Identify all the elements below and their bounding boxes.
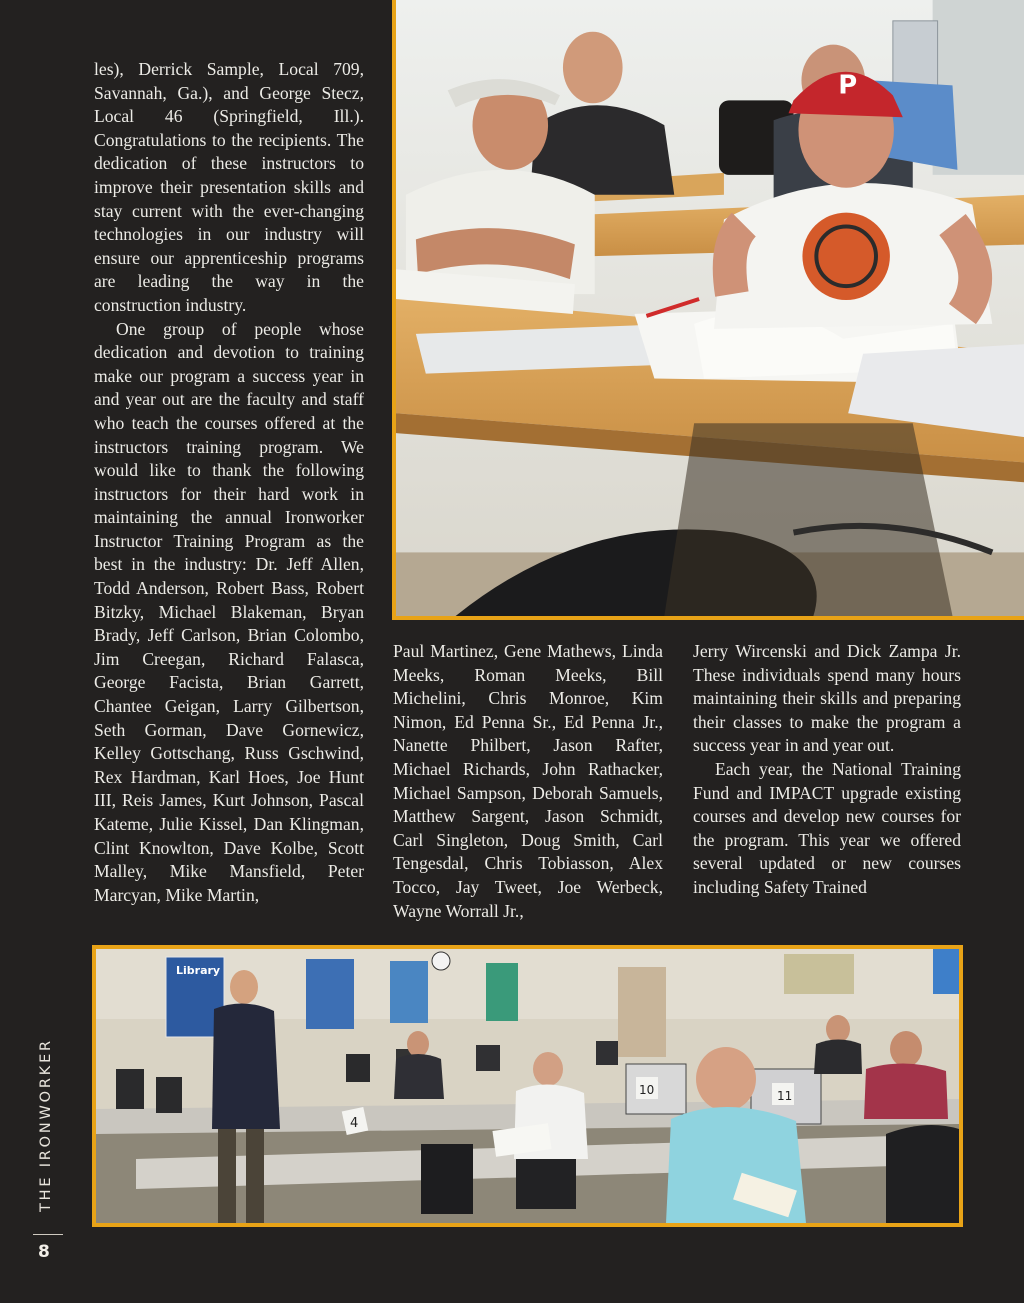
paragraph: One group of people whose dedication and devotion to training make our program a success year in and year out are the faculty and staff who teach the courses offered at the instructors training program. We would like to thank the following instructors for their hard work in maintaining the annual Ironworker Instructor Training Program as the best in the industry: Dr. Jeff Allen, Todd Anderson, Robert Bass, Robert Bitzky, Michael Blakeman, Bryan Brady, Jeff Carlson, Brian Colombo, Jim Creegan, Richard Falasca, George Facista, Brian Garrett, Chantee Geigan, Larry Gilbertson, Seth Gorman, Dave Gornewicz, Kelley Gottschang, Russ Gschwind, Rex Hardman, Karl Hoes, Joe Hunt III, Reis James, Kurt Johnson, Pascal Kateme, Julie Kissel, Dan Klingman, Clint Knowlton, Dave Kolbe, Scott Malley, Mike Mansfield, Peter Marcyan, Mike Martin, [94, 318, 364, 905]
paragraph: Each year, the National Training Fund and IMPACT upgrade existing courses and develop new courses for the program. This year we offered several updated or new courses including Safety Trained [693, 758, 961, 897]
article-column-middle [393, 640, 663, 923]
computer-lab-photo-bottom [92, 945, 963, 1227]
station-number-11: 11 [777, 1089, 793, 1103]
classroom-students-image [396, 0, 1024, 616]
station-number-10: 10 [639, 1083, 655, 1097]
article-column-right [693, 640, 961, 900]
paragraph: Paul Martinez, Gene Mathews, Linda Meeks, Roman Meeks, Bill Michelini, Chris Monroe, Kim Nimon, Ed Penna Sr., Ed Penna Jr., Nanette Philbert, Jason Rafter, Michael Richards, John Rathacker, Michael Sampson, Deborah Samuels, Matthew Sargent, Jason Schmidt, Carl Singleton, Doug Smith, Carl Tengesdal, Chris Tobiasson, Alex Tocco, Jay Tweet, Joe Werbeck, Wayne Worrall Jr., [393, 641, 663, 921]
publication-title: THE IRONWORKER [38, 1038, 54, 1212]
folio-divider [33, 1234, 63, 1235]
paragraph: les), Derrick Sample, Local 709, Savannah, Ga.), and George Stecz, Local 46 (Springfield, Ill.). Congratulations to the recipients. The dedication of these instructors to improve their presentation skills and stay current with the ever-changing technologies in our industry will ensure our apprenticeship programs are leading the way in the construction industry. [94, 59, 364, 315]
paragraph: Jerry Wircenski and Dick Zampa Jr. These individuals spend many hours maintaining their skills and preparing their classes to make the program a success year in and year out. [693, 641, 961, 756]
cap-logo: P [838, 70, 858, 101]
station-number-4: 4 [350, 1116, 359, 1131]
classroom-photo-top [392, 0, 1024, 620]
article-column-left [94, 58, 364, 907]
computer-lab-image [96, 949, 959, 1223]
page-number: 8 [38, 1242, 50, 1262]
library-poster-label: Library [176, 964, 221, 977]
